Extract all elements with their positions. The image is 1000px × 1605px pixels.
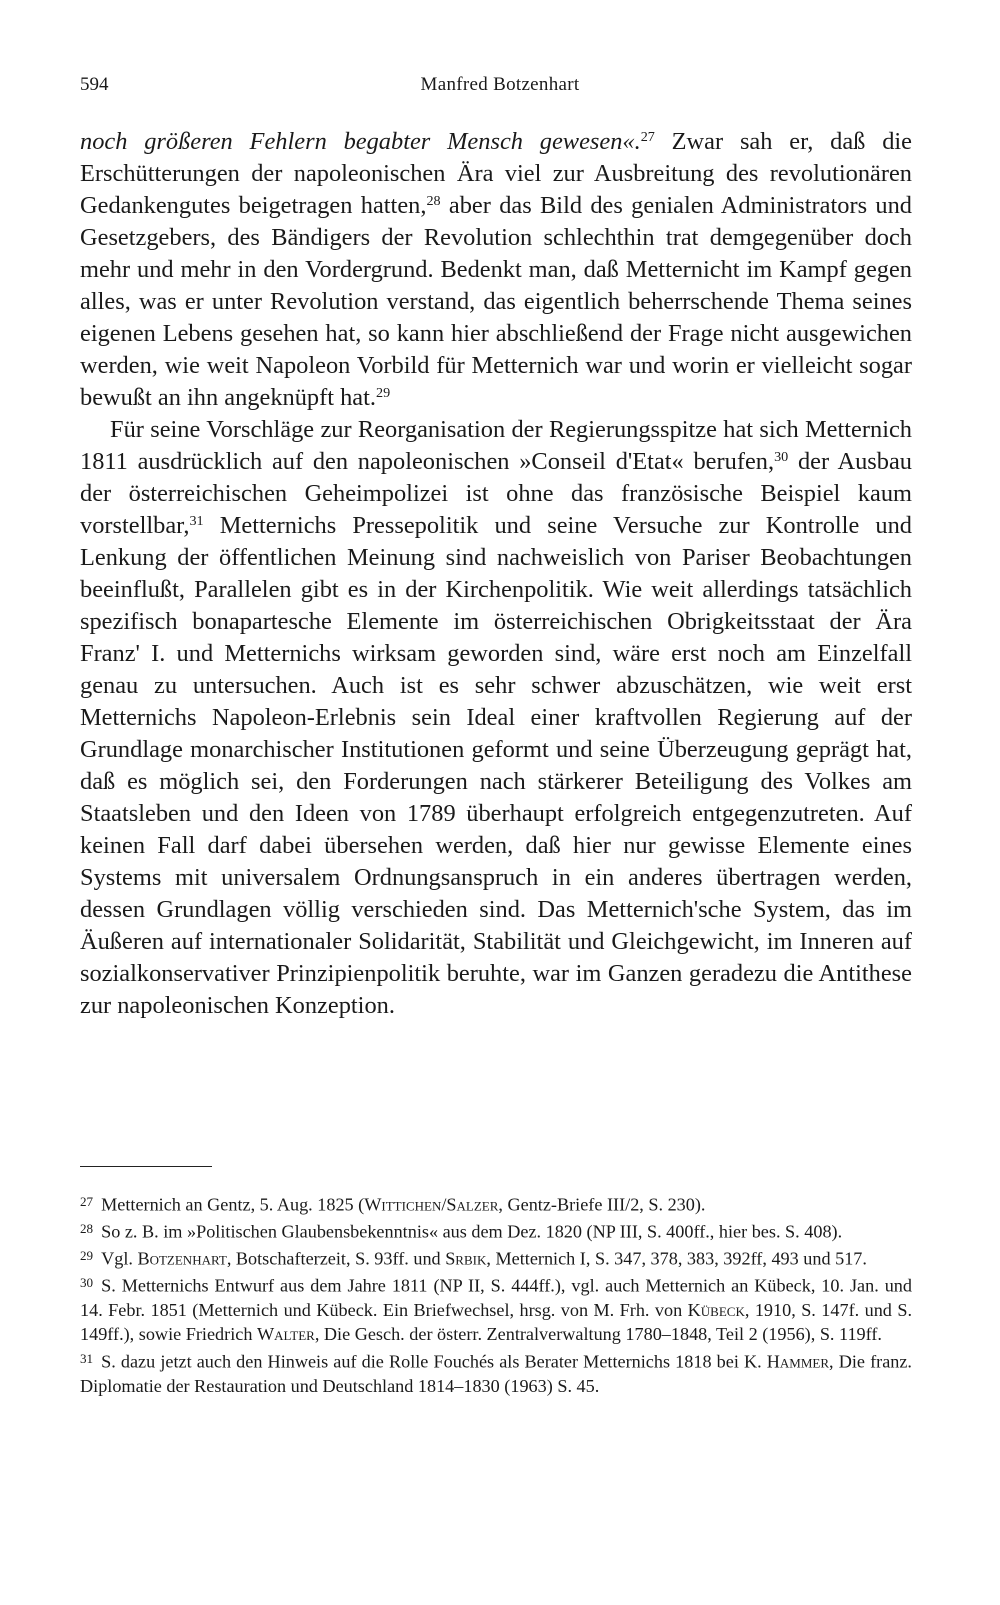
footnote-ref-27[interactable]: 27 (640, 129, 655, 146)
footnote-text: , Botschafterzeit, S. 93ff. und (226, 1248, 446, 1269)
paragraph-2 (80, 414, 912, 1022)
footnote-ref-28[interactable]: 28 (426, 193, 441, 210)
footnote-28 (80, 1217, 912, 1244)
footnote-text: , 1910, S. 147f. und S. 149ff.), sowie Friedrich (80, 1299, 912, 1345)
footnote-ref-30[interactable]: 30 (774, 449, 789, 466)
footnote-number: 29 (80, 1247, 94, 1263)
author-name: Kübeck (687, 1299, 745, 1320)
footnote-ref-29[interactable]: 29 (376, 385, 391, 402)
author-name: Srbik (445, 1248, 487, 1269)
running-head: Manfred Botzenhart (420, 74, 580, 95)
footnote-text: , Metternich I, S. 347, 378, 383, 392ff, 493 und 517. (486, 1248, 867, 1269)
footnote-27 (80, 1190, 912, 1217)
author-name: Hammer (766, 1351, 830, 1372)
footnote-31 (80, 1347, 912, 1398)
footnote-text: Metternich an Gentz, 5. Aug. 1825 ( (101, 1194, 365, 1215)
author-name: Wittichen/Salzer (364, 1194, 499, 1215)
footnote-text: , Gentz-Briefe III/2, S. 230). (498, 1194, 706, 1215)
author-name: Walter (256, 1324, 315, 1345)
footnote-text: So z. B. im »Politischen Glaubensbekenntnis« aus dem Dez. 1820 (NP III, S. 400ff., hier bes. S. 408). (101, 1221, 843, 1242)
footnote-number: 27 (80, 1194, 94, 1209)
text-span: Metternichs Pressepolitik und seine Versuche zur Kontrolle und Lenkung der öffentlichen Meinung sind nachweislich von Pariser Beobachtungen beeinflußt, Parallelen gibt es in der Kirchenpolitik. Wie weit allerdings tatsächlich spezifisch bonapartesche Elemente im österreichischen Obrigkeitsstaat der Ära Franz' I. und Metternichs wirksam geworden sind, wäre erst noch am Einzelfall genau zu untersuchen. Auch ist es sehr schwer abzuschätzen, wie weit erst Metternichs Napoleon-Erlebnis sein Ideal einer kraftvollen Regierung auf der Grundlage monarchischer Institutionen geformt und seine Überzeugung geprägt hat, daß es möglich sei, den Forderungen nach stärkerer Beteiligung des Volkes am Staatsleben und den Ideen von 1789 überhaupt erfolgreich entgegenzutreten. Auf keinen Fall darf dabei übersehen werden, daß hier nur gewisse Elemente eines Systems mit universalem Ordnungsanspruch in ein anderes übertragen werden, dessen Grundlagen völlig verschieden sind. Das Metternich'sche System, das im Äußeren auf internationaler Solidarität, Stabilität und Gleichgewicht, im Inneren auf sozialkonservativer Prinzipienpolitik beruhte, war im Ganzen geradezu die Antithese zur napoleonischen Konzeption. (80, 512, 912, 1019)
page-header (80, 74, 920, 104)
footnote-text: , Die Gesch. der österr. Zentralverwaltung 1780–1848, Teil 2 (1956), S. 119ff. (314, 1324, 882, 1345)
author-name: Botzenhart (137, 1248, 227, 1269)
footnote-30 (80, 1271, 912, 1347)
footnote-29 (80, 1244, 912, 1271)
footnote-number: 30 (80, 1274, 94, 1290)
footnote-text: S. dazu jetzt auch den Hinweis auf die Rolle Fouchés als Berater Metternichs 1818 bei K. (101, 1351, 767, 1372)
text-span: Zwar sah er, daß die Erschütterungen der napoleonischen Ära viel zur Ausbreitung des revolutionären Gedankengutes beigetragen hatten, (80, 128, 912, 219)
page-number: 594 (80, 74, 109, 95)
footnote-text: Vgl. (101, 1248, 138, 1269)
italic-quote: noch größeren Fehlern begabter Mensch gewesen«. (80, 128, 641, 155)
text-span: der Ausbau der österreichischen Geheimpolizei ist ohne das französische Beispiel kaum vorstellbar, (80, 448, 912, 539)
main-text (80, 126, 912, 1022)
footnote-number: 31 (80, 1350, 94, 1366)
footnote-text: , Die franz. Diplomatie der Restauration und Deutschland 1814–1830 (1963) S. 45. (80, 1351, 912, 1396)
footnote-number: 28 (80, 1220, 94, 1236)
footnotes (80, 1190, 912, 1398)
footnote-divider (80, 1166, 212, 1167)
text-span: Für seine Vorschläge zur Reorganisation der Regierungsspitze hat sich Metternich 1811 ausdrücklich auf den napoleonischen »Conseil d'Etat« berufen, (80, 416, 912, 475)
paragraph-1 (80, 126, 912, 414)
text-span: aber das Bild des genialen Administrators und Gesetzgebers, des Bändigers der Revolution schlechthin trat demgegenüber doch mehr und mehr in den Vordergrund. Bedenkt man, daß Metternicht im Kampf gegen alles, was er unter Revolution verstand, das eigentlich beherrschende Thema seines eigenen Lebens gesehen hat, so kann hier abschließend der Frage nicht ausgewichen werden, wie weit Napoleon Vorbild für Metternich war und worin er vielleicht sogar bewußt an ihn angeknüpft hat. (80, 192, 912, 411)
footnote-text: S. Metternichs Entwurf aus dem Jahre 1811 (NP II, S. 444ff.), vgl. auch Metternich an Kübeck, 10. Jan. und 14. Febr. 1851 (Metternich und Kübeck. Ein Briefwechsel, hrsg. von M. Frh. von (80, 1275, 912, 1320)
footnote-ref-31[interactable]: 31 (189, 513, 204, 530)
